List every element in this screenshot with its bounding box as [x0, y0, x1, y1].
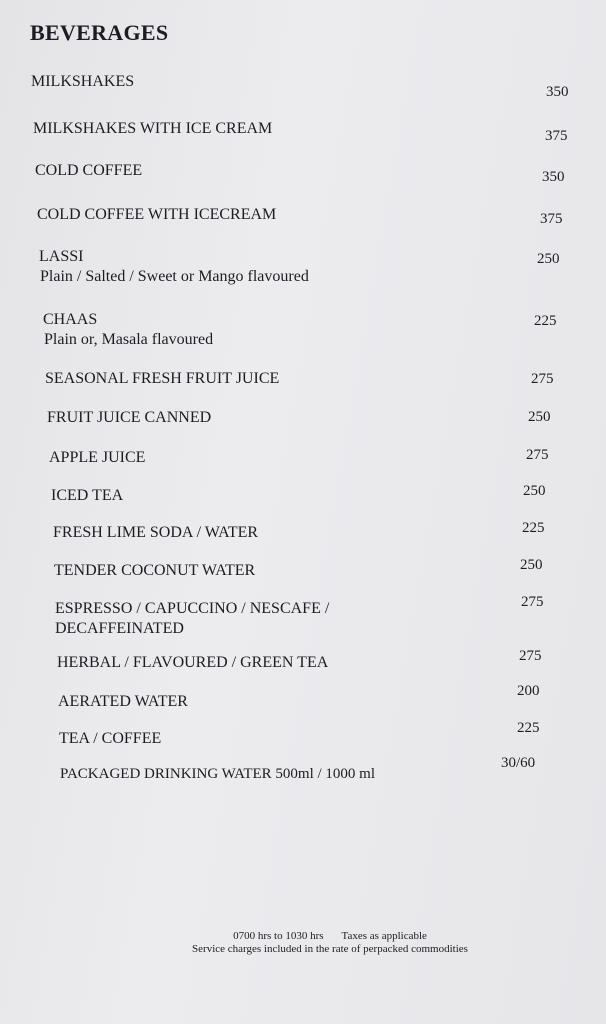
item-description: Plain / Salted / Sweet or Mango flavoured — [40, 268, 309, 285]
item-name: COLD COFFEE WITH ICECREAM — [37, 206, 277, 223]
menu-item-fresh-lime-soda — [53, 523, 258, 543]
menu-item-seasonal-juice — [45, 369, 279, 389]
price-iced-tea: 250 — [523, 483, 546, 499]
item-description: Plain or, Masala flavoured — [44, 331, 214, 348]
item-name: MILKSHAKES — [31, 73, 135, 90]
menu-item-packaged-water — [60, 764, 375, 784]
item-name: MILKSHAKES WITH ICE CREAM — [33, 120, 273, 137]
service-charges-note: Service charges included in the rate of perpacked commodities — [192, 943, 468, 955]
item-name: TENDER COCONUT WATER — [54, 562, 256, 579]
price-aerated-water: 200 — [517, 683, 540, 699]
menu-item-fruit-juice-canned — [47, 408, 211, 428]
service-hours: 0700 hrs to 1030 hrs — [233, 930, 324, 942]
menu-item-espresso — [55, 599, 329, 639]
menu-footer — [150, 930, 510, 956]
price-milkshakes: 350 — [546, 84, 569, 100]
price-espresso: 275 — [521, 594, 544, 610]
item-name: CHAAS — [43, 311, 98, 328]
item-name: HERBAL / FLAVOURED / GREEN TEA — [57, 654, 329, 671]
menu-item-lassi — [39, 247, 309, 287]
item-name: APPLE JUICE — [49, 449, 146, 466]
price-chaas: 225 — [534, 313, 557, 329]
footer-line-1 — [150, 930, 510, 943]
item-name: TEA / COFFEE — [59, 730, 162, 747]
menu-item-cold-coffee-icecream — [37, 205, 276, 225]
item-name: FRESH LIME SODA / WATER — [53, 524, 259, 541]
menu-item-cold-coffee — [35, 161, 142, 181]
item-name: ICED TEA — [51, 487, 124, 504]
price-cold-coffee: 350 — [542, 169, 565, 185]
item-name: COLD COFFEE — [35, 162, 143, 179]
price-cold-coffee-icecream: 375 — [540, 211, 563, 227]
price-packaged-water: 30/60 — [501, 755, 536, 771]
menu-item-chaas — [43, 310, 213, 350]
item-name: PACKAGED DRINKING WATER 500ml / 1000 ml — [60, 766, 376, 782]
price-seasonal-juice: 275 — [531, 371, 554, 387]
item-name: ESPRESSO / CAPUCCINO / NESCAFE / — [55, 600, 330, 617]
item-name: AERATED WATER — [58, 693, 188, 710]
price-fruit-juice-canned: 250 — [528, 409, 551, 425]
menu-item-milkshakes-ice-cream — [33, 119, 272, 139]
price-tender-coconut-water: 250 — [520, 557, 543, 573]
item-name: FRUIT JUICE CANNED — [47, 409, 212, 426]
item-name-continued: DECAFFEINATED — [55, 620, 184, 637]
menu-item-iced-tea — [51, 486, 123, 506]
price-apple-juice: 275 — [526, 447, 549, 463]
price-herbal-tea: 275 — [519, 648, 542, 664]
item-name: SEASONAL FRESH FRUIT JUICE — [45, 370, 280, 387]
price-lassi: 250 — [537, 251, 560, 267]
item-name: LASSI — [39, 248, 84, 265]
price-tea-coffee: 225 — [517, 720, 540, 736]
menu-item-milkshakes — [31, 72, 134, 92]
menu-title: BEVERAGES — [30, 20, 169, 45]
price-milkshakes-ice-cream: 375 — [545, 128, 568, 144]
taxes-note: Taxes as applicable — [341, 930, 427, 942]
menu-item-aerated-water — [58, 692, 188, 712]
menu-item-apple-juice — [49, 448, 145, 468]
price-fresh-lime-soda: 225 — [522, 520, 545, 536]
menu-item-herbal-tea — [57, 653, 328, 673]
menu-item-tender-coconut-water — [54, 561, 255, 581]
menu-item-tea-coffee — [59, 729, 161, 749]
